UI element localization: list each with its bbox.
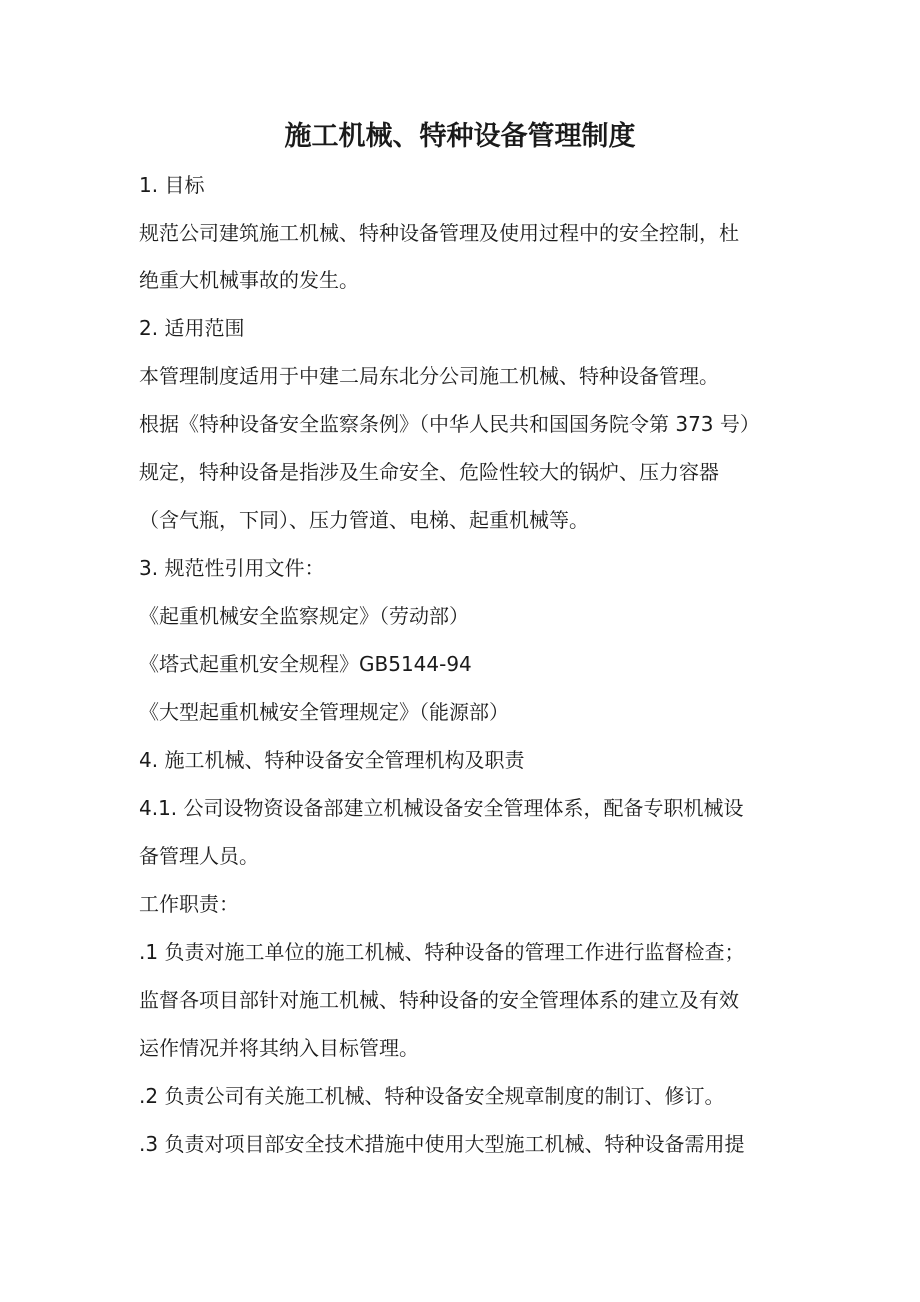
paragraph-line: .1 负责对施工单位的施工机械、特种设备的管理工作进行监督检查；	[139, 940, 745, 964]
section-heading-2: 2. 适用范围	[139, 316, 245, 340]
section-heading-4: 4. 施工机械、特种设备安全管理机构及职责	[139, 748, 525, 772]
paragraph-line: .2 负责公司有关施工机械、特种设备安全规章制度的制订、修订。	[139, 1084, 725, 1108]
reference-item: 《大型起重机械安全管理规定》（能源部）	[139, 700, 509, 724]
section-heading-1: 1. 目标	[139, 173, 205, 197]
subheading: 工作职责：	[139, 892, 239, 916]
section-heading-3: 3. 规范性引用文件：	[139, 556, 325, 580]
paragraph-line: 监督各项目部针对施工机械、特种设备的安全管理体系的建立及有效	[139, 988, 739, 1012]
paragraph-line: 备管理人员。	[139, 844, 259, 868]
paragraph-line: 本管理制度适用于中建二局东北分公司施工机械、特种设备管理。	[139, 364, 719, 388]
reference-item: 《起重机械安全监察规定》（劳动部）	[139, 604, 469, 628]
reference-item: 《塔式起重机安全规程》GB5144-94	[139, 652, 472, 676]
paragraph-line: （含气瓶，下同）、压力管道、电梯、起重机械等。	[139, 508, 589, 532]
paragraph-line: 规定，特种设备是指涉及生命安全、危险性较大的锅炉、压力容器	[139, 460, 719, 484]
paragraph-line: 规范公司建筑施工机械、特种设备管理及使用过程中的安全控制，杜	[139, 221, 739, 245]
paragraph-line: 运作情况并将其纳入目标管理。	[139, 1036, 419, 1060]
paragraph-line: .3 负责对项目部安全技术措施中使用大型施工机械、特种设备需用提	[139, 1132, 745, 1156]
paragraph-line: 根据《特种设备安全监察条例》（中华人民共和国国务院令第 373 号）	[139, 412, 760, 436]
paragraph-line: 绝重大机械事故的发生。	[139, 268, 359, 292]
document-title: 施工机械、特种设备管理制度	[284, 121, 636, 152]
paragraph-line: 4.1. 公司设物资设备部建立机械设备安全管理体系，配备专职机械设	[139, 796, 744, 820]
